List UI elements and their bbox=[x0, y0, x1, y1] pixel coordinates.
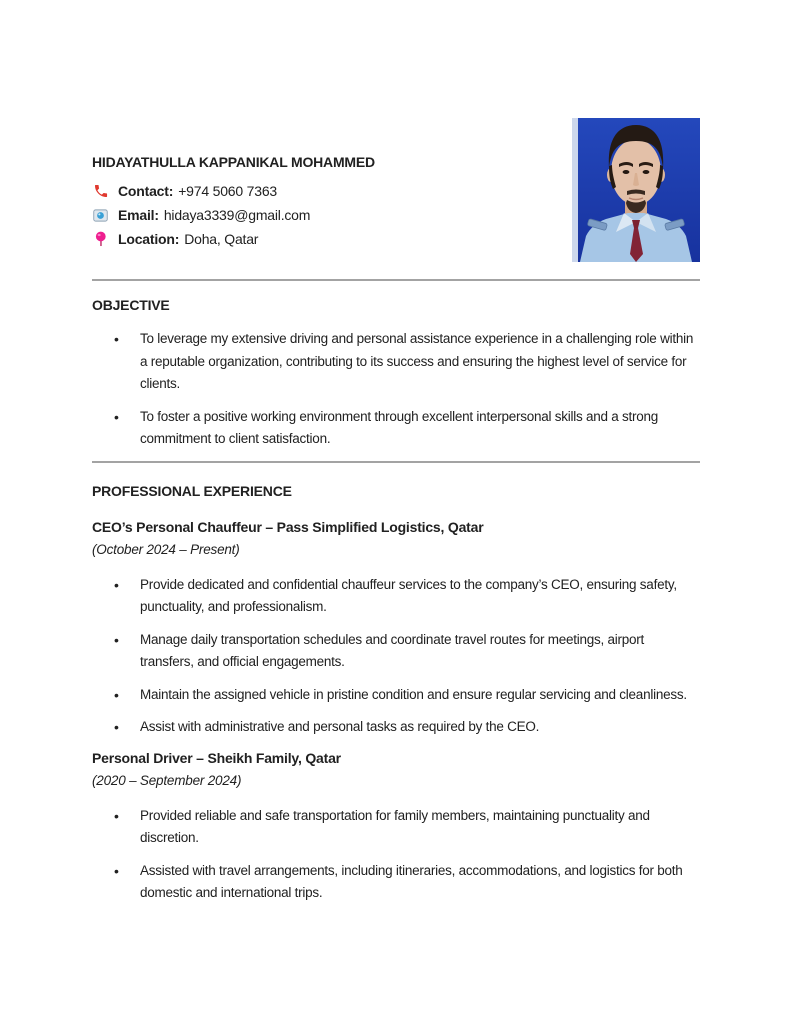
objective-bullet: • To foster a positive working environment through excellent interpersonal skills and a strong commitment to client satisfaction. bbox=[140, 406, 700, 451]
objective-bullet: • To leverage my extensive driving and personal assistance experience in a challenging role within a reputable organization, contributing to its success and ensuring the highest level of service for clients. bbox=[140, 328, 700, 396]
contact-info-list bbox=[92, 179, 700, 251]
job-title: CEO’s Personal Chauffeur – Pass Simplified Logistics, Qatar bbox=[92, 518, 484, 535]
contact-label: Contact: bbox=[118, 183, 174, 199]
email-value: hidaya3339@gmail.com bbox=[163, 207, 311, 223]
section-heading-experience: PROFESSIONAL EXPERIENCE bbox=[92, 482, 292, 499]
objective-bullet-list bbox=[92, 328, 700, 451]
contact-row-email bbox=[92, 203, 700, 227]
location-label: Location: bbox=[118, 231, 180, 247]
experience-bullet: • Provide dedicated and confidential chauffeur services to the company’s CEO, ensuring safety, punctuality, and professionalism. bbox=[140, 574, 700, 619]
contact-value: +974 5060 7363 bbox=[178, 183, 277, 199]
job-dates: (October 2024 – Present) bbox=[92, 541, 240, 557]
location-pin-icon bbox=[92, 231, 109, 248]
experience-bullet-list bbox=[92, 574, 700, 739]
job-dates: (2020 – September 2024) bbox=[92, 772, 242, 788]
job-title: Personal Driver – Sheikh Family, Qatar bbox=[92, 749, 341, 766]
location-value: Doha, Qatar bbox=[184, 231, 259, 247]
contact-row-location bbox=[92, 227, 700, 251]
experience-bullet: • Manage daily transportation schedules and coordinate travel routes for meetings, airport transfers, and official engagements. bbox=[140, 629, 700, 674]
phone-icon bbox=[92, 183, 109, 200]
experience-bullet: • Assist with administrative and personal tasks as required by the CEO. bbox=[140, 716, 700, 739]
email-icon bbox=[92, 207, 109, 224]
section-heading-objective: OBJECTIVE bbox=[92, 297, 170, 313]
section-divider bbox=[92, 461, 700, 463]
contact-row-phone bbox=[92, 179, 700, 203]
candidate-name: HIDAYATHULLA KAPPANIKAL MOHAMMED bbox=[92, 154, 375, 170]
resume-content bbox=[92, 0, 700, 915]
experience-bullet-list bbox=[92, 805, 700, 905]
experience-bullet: • Provided reliable and safe transportation for family members, maintaining punctuality and discretion. bbox=[140, 805, 700, 850]
section-divider bbox=[92, 279, 700, 281]
experience-bullet: • Maintain the assigned vehicle in pristine condition and ensure regular servicing and cleanliness. bbox=[140, 684, 700, 707]
email-label: Email: bbox=[118, 207, 159, 223]
experience-bullet: • Assisted with travel arrangements, including itineraries, accommodations, and logistics for both domestic and international trips. bbox=[140, 860, 700, 905]
